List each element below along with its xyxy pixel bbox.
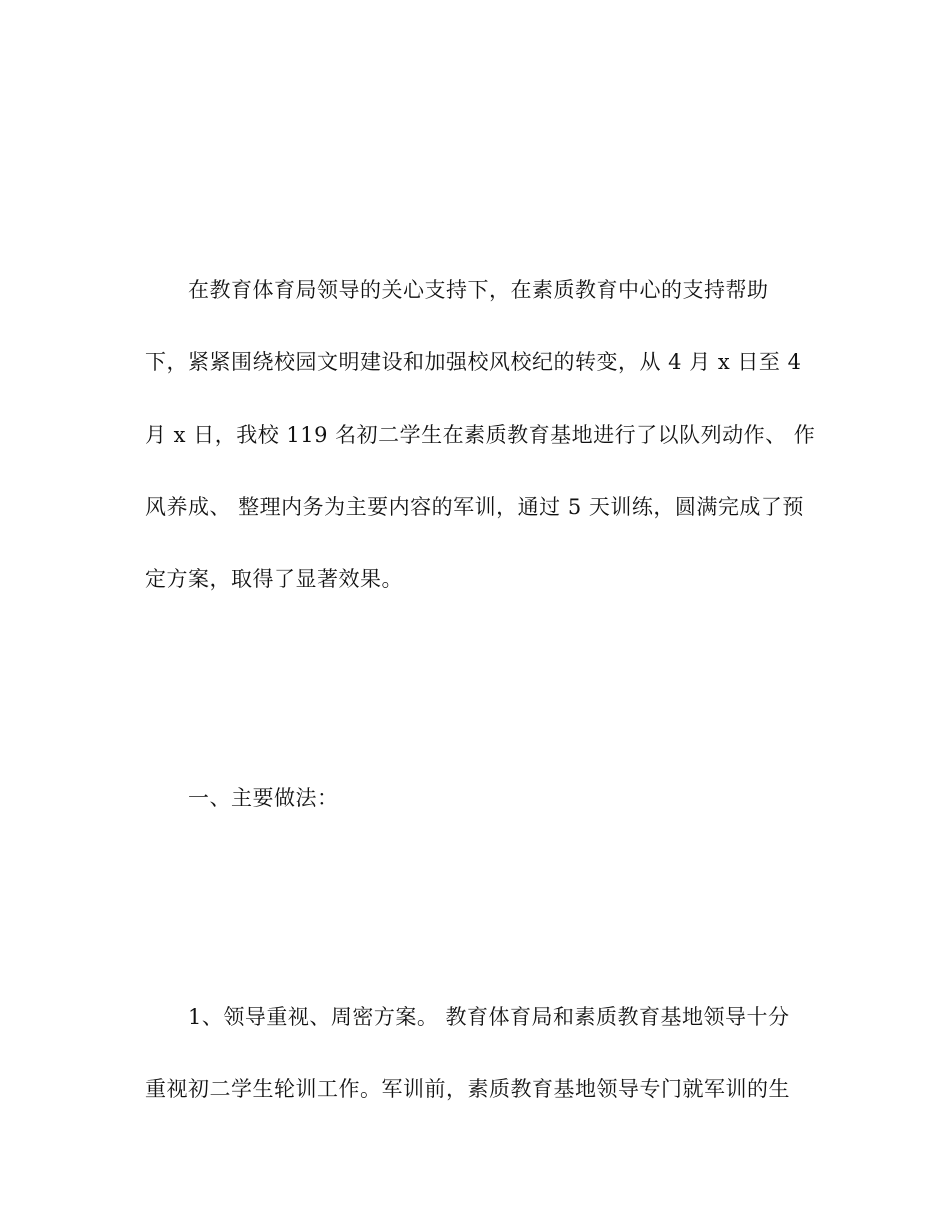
paragraph-line: 重视初二学生轮训工作。军训前，素质教育基地领导专门就军训的生 (145, 1077, 790, 1101)
paragraph-line: 月 x 日，我校 119 名初二学生在素质教育基地进行了以队列动作、 作 (145, 423, 816, 447)
paragraph-line: 下，紧紧围绕校园文明建设和加强校风校纪的转变，从 4 月 x 日至 4 (145, 350, 802, 374)
paragraph-line: 1、领导重视、周密方案。 教育体育局和素质教育基地领导十分 (188, 1005, 790, 1029)
paragraph-line: 定方案，取得了显著效果。 (145, 567, 403, 591)
paragraph-line: 风养成、 整理内务为主要内容的军训，通过 5 天训练，圆满完成了预 (145, 495, 804, 519)
paragraph-line: 在教育体育局领导的关心支持下，在素质教育中心的支持帮助 (188, 278, 769, 302)
section-heading: 一、主要做法： (188, 786, 339, 810)
